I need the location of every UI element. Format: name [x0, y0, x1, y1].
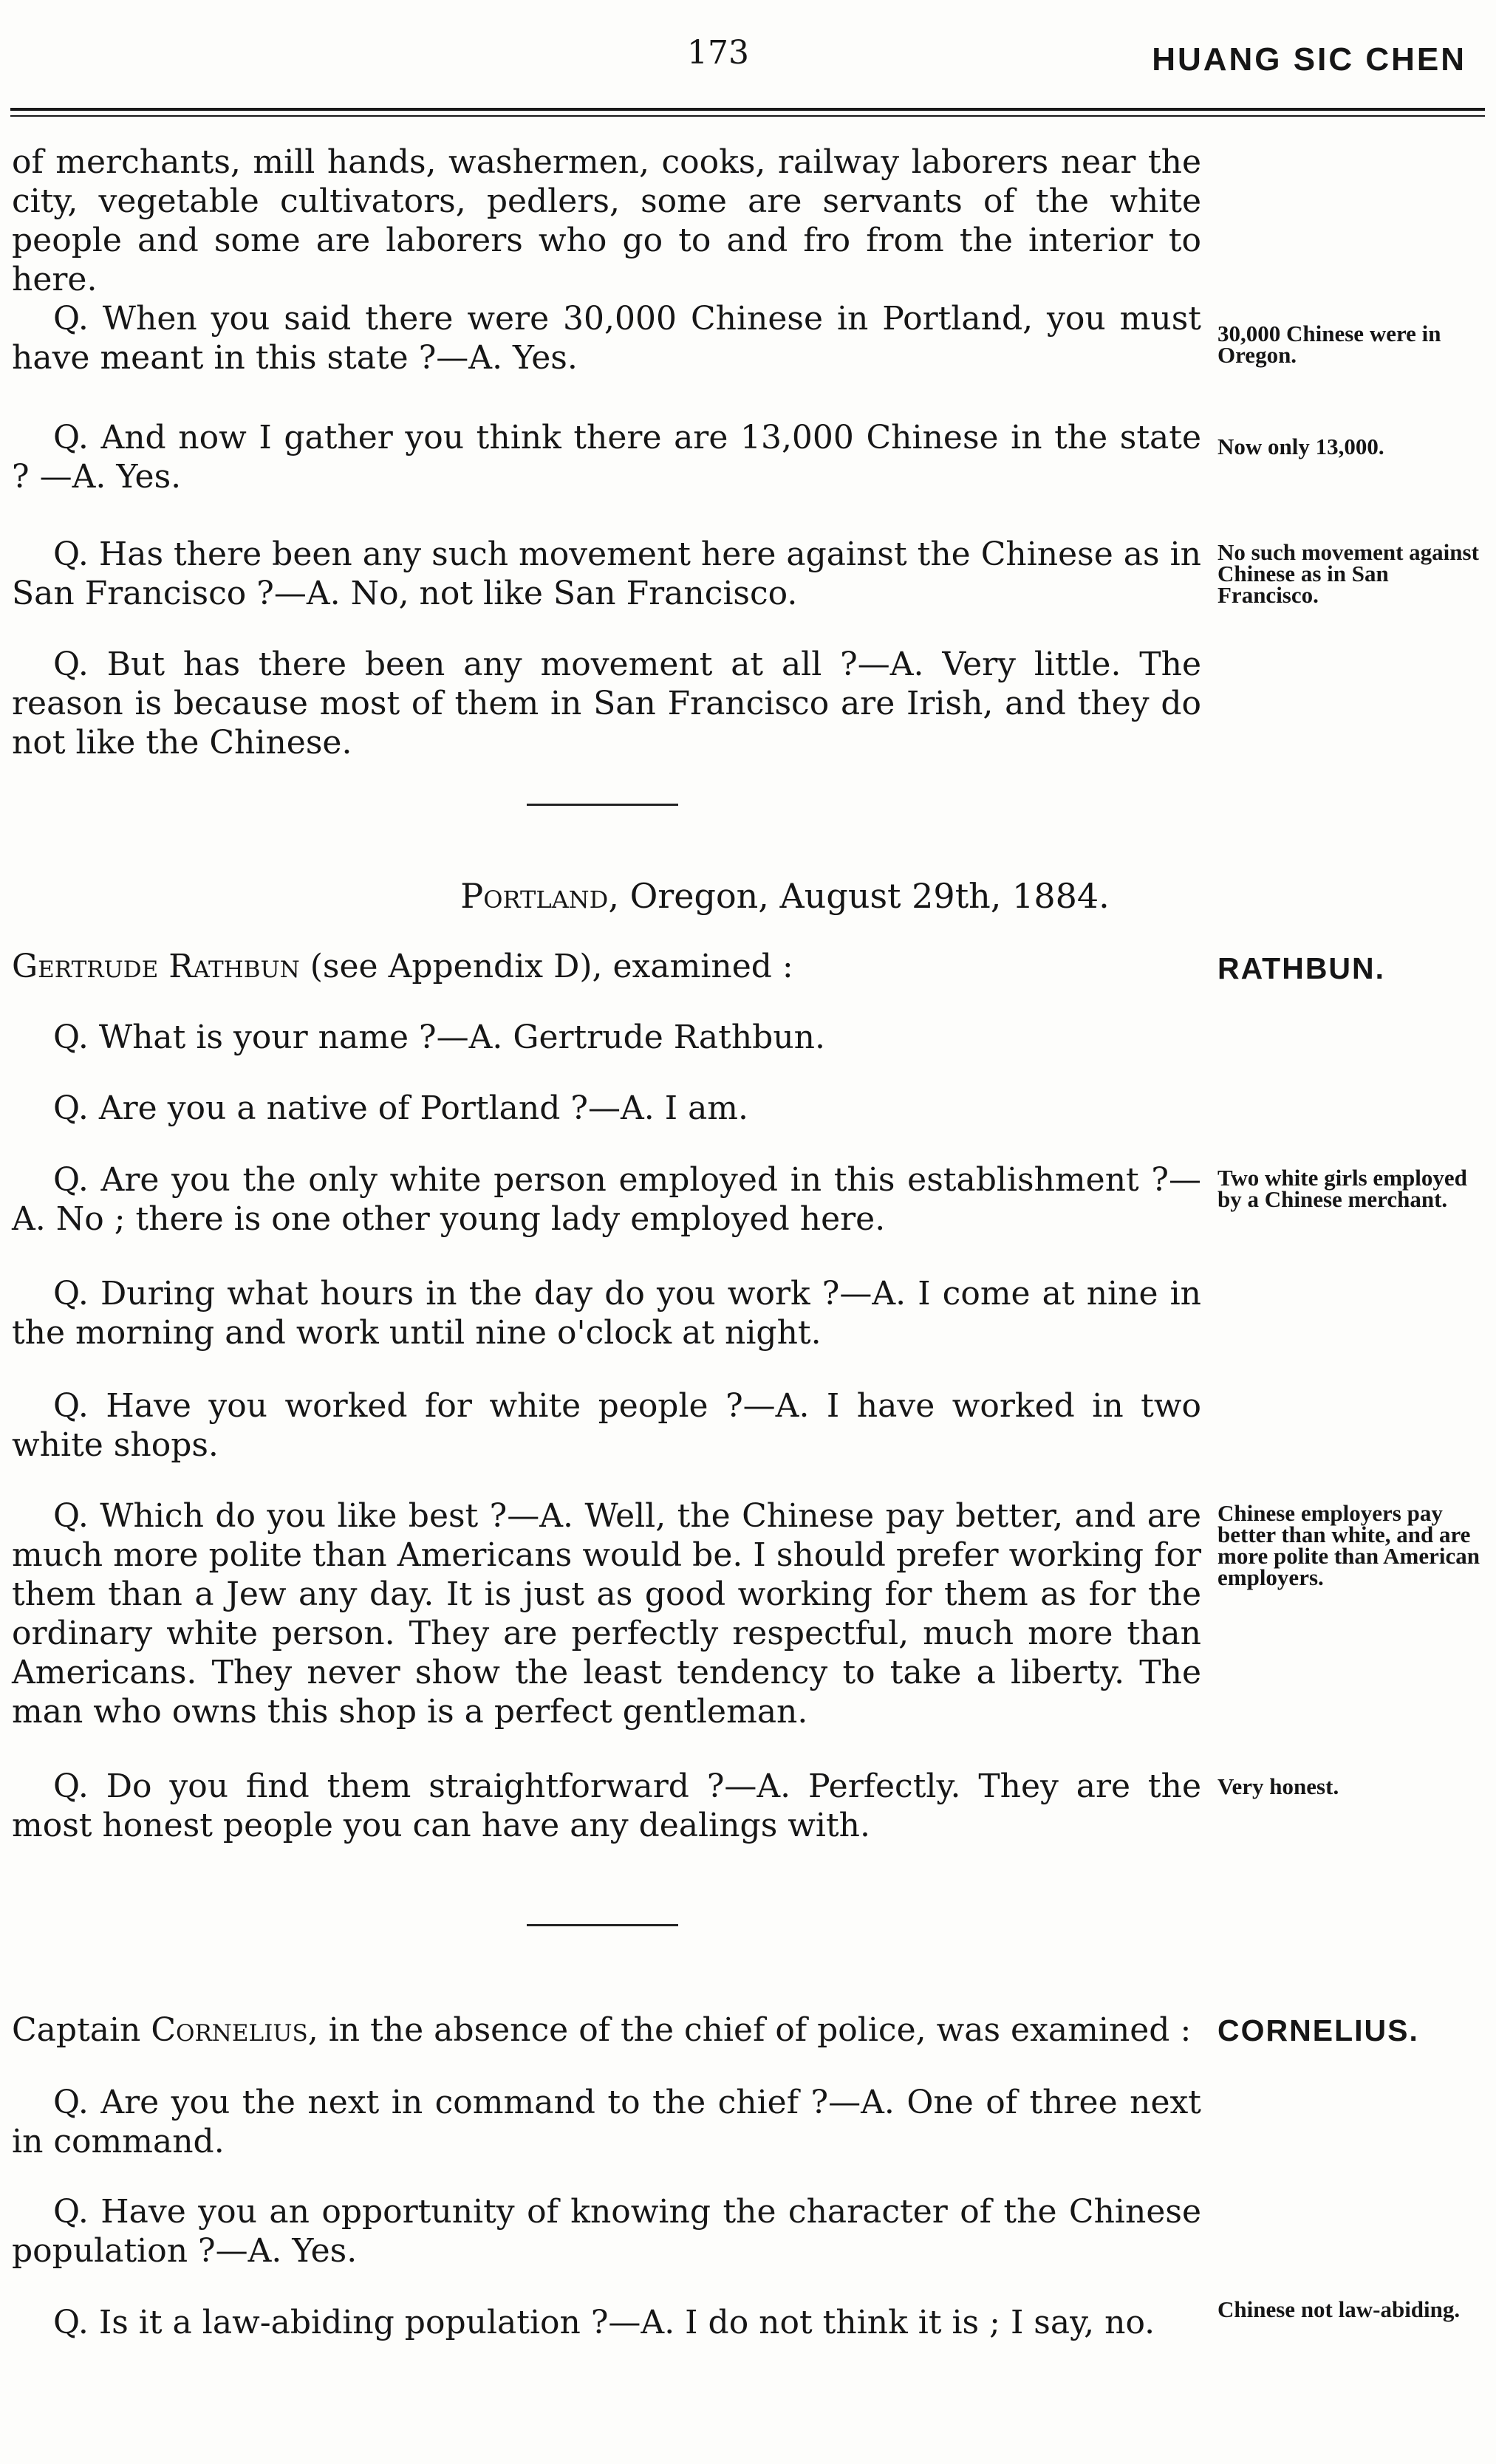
side-note: Chinese employers pay better than white, and are more polite than American employers. [1217, 1500, 1480, 1590]
section-divider [527, 804, 678, 806]
speaker-label: CORNELIUS. [1217, 2013, 1419, 2047]
paragraph-qa: Q. And now I gather you think there are 13,000 Chinese in the state ? —A. Yes. [12, 419, 1201, 496]
paragraph-qa: Q. Have you an opportunity of knowing the character of the Chinese population ?—A. Yes. [12, 2193, 1201, 2270]
paragraph-qa: Q. Are you the only white person employed in this establishment ?— A. No ; there is one other young lady employed here. [12, 1161, 1201, 1238]
paragraph-qa: Q. Do you find them straightforward ?—A. Perfectly. They are the most honest people you can have any dealings with. [12, 1767, 1201, 1844]
side-note: Two white girls employed by a Chinese merchant. [1217, 1165, 1467, 1212]
witness-intro: Captain Cornelius, in the absence of the chief of police, was examined : [12, 2011, 1192, 2049]
section-divider [527, 1924, 678, 1926]
speaker-label: RATHBUN. [1217, 951, 1386, 985]
paragraph-qa: Q. When you said there were 30,000 Chinese in Portland, you must have meant in this state ?—A. Yes. [12, 300, 1201, 377]
paragraph-continuation: of merchants, mill hands, washermen, cooks, railway laborers near the city, vegetable cultivators, pedlers, some are servants of the white people and some are laborers who go to and fro from the interior to here. [12, 143, 1201, 298]
paragraph-qa: Q. Are you a native of Portland ?—A. I am. [53, 1089, 749, 1127]
side-note: Very honest. [1217, 1773, 1339, 1799]
paragraph-qa: Q. But has there been any movement at all ?—A. Very little. The reason is because most of them in San Francisco are Irish, and they do not like the Chinese. [12, 646, 1201, 762]
paragraph-qa: Q. Is it a law-abiding population ?—A. I do not think it is ; I say, no. [53, 2304, 1155, 2341]
paragraph-qa: Q. Has there been any such movement here against the Chinese as in San Francisco ?—A. No, not like San Francisco. [12, 535, 1201, 612]
paragraph-qa: Q. Have you worked for white people ?—A. I have worked in two white shops. [12, 1387, 1201, 1464]
paragraph-qa: Q. Which do you like best ?—A. Well, the Chinese pay better, and are much more polite than Americans would be. I should prefer working for them than a Jew any day. It is just as good working for them as for the ordinary white person. They are perfectly respectful, much more than Americans. They never show the least tendency to take a liberty. The man who owns this shop is a perfect gentleman. [12, 1497, 1201, 1731]
side-note: 30,000 Chinese were in Oregon. [1217, 321, 1441, 368]
page-number: 173 [687, 34, 749, 72]
paragraph-qa: Q. What is your name ?—A. Gertrude Rathbun. [53, 1019, 825, 1056]
witness-intro: Gertrude Rathbun (see Appendix D), examined : [12, 948, 793, 985]
running-head: HUANG SIC CHEN [1152, 41, 1466, 78]
paragraph-qa: Q. Are you the next in command to the chief ?—A. One of three next in command. [12, 2084, 1201, 2160]
paragraph-qa: Q. During what hours in the day do you work ?—A. I come at nine in the morning and work until nine o'clock at night. [12, 1275, 1201, 1352]
side-note: Now only 13,000. [1217, 434, 1384, 459]
side-note: No such movement against Chinese as in San Francisco. [1217, 539, 1479, 608]
dateline: Portland, Oregon, August 29th, 1884. [460, 876, 1110, 916]
header-rule-top [10, 108, 1485, 111]
side-note: Chinese not law-abiding. [1217, 2296, 1461, 2322]
header-rule-bottom [10, 115, 1485, 117]
